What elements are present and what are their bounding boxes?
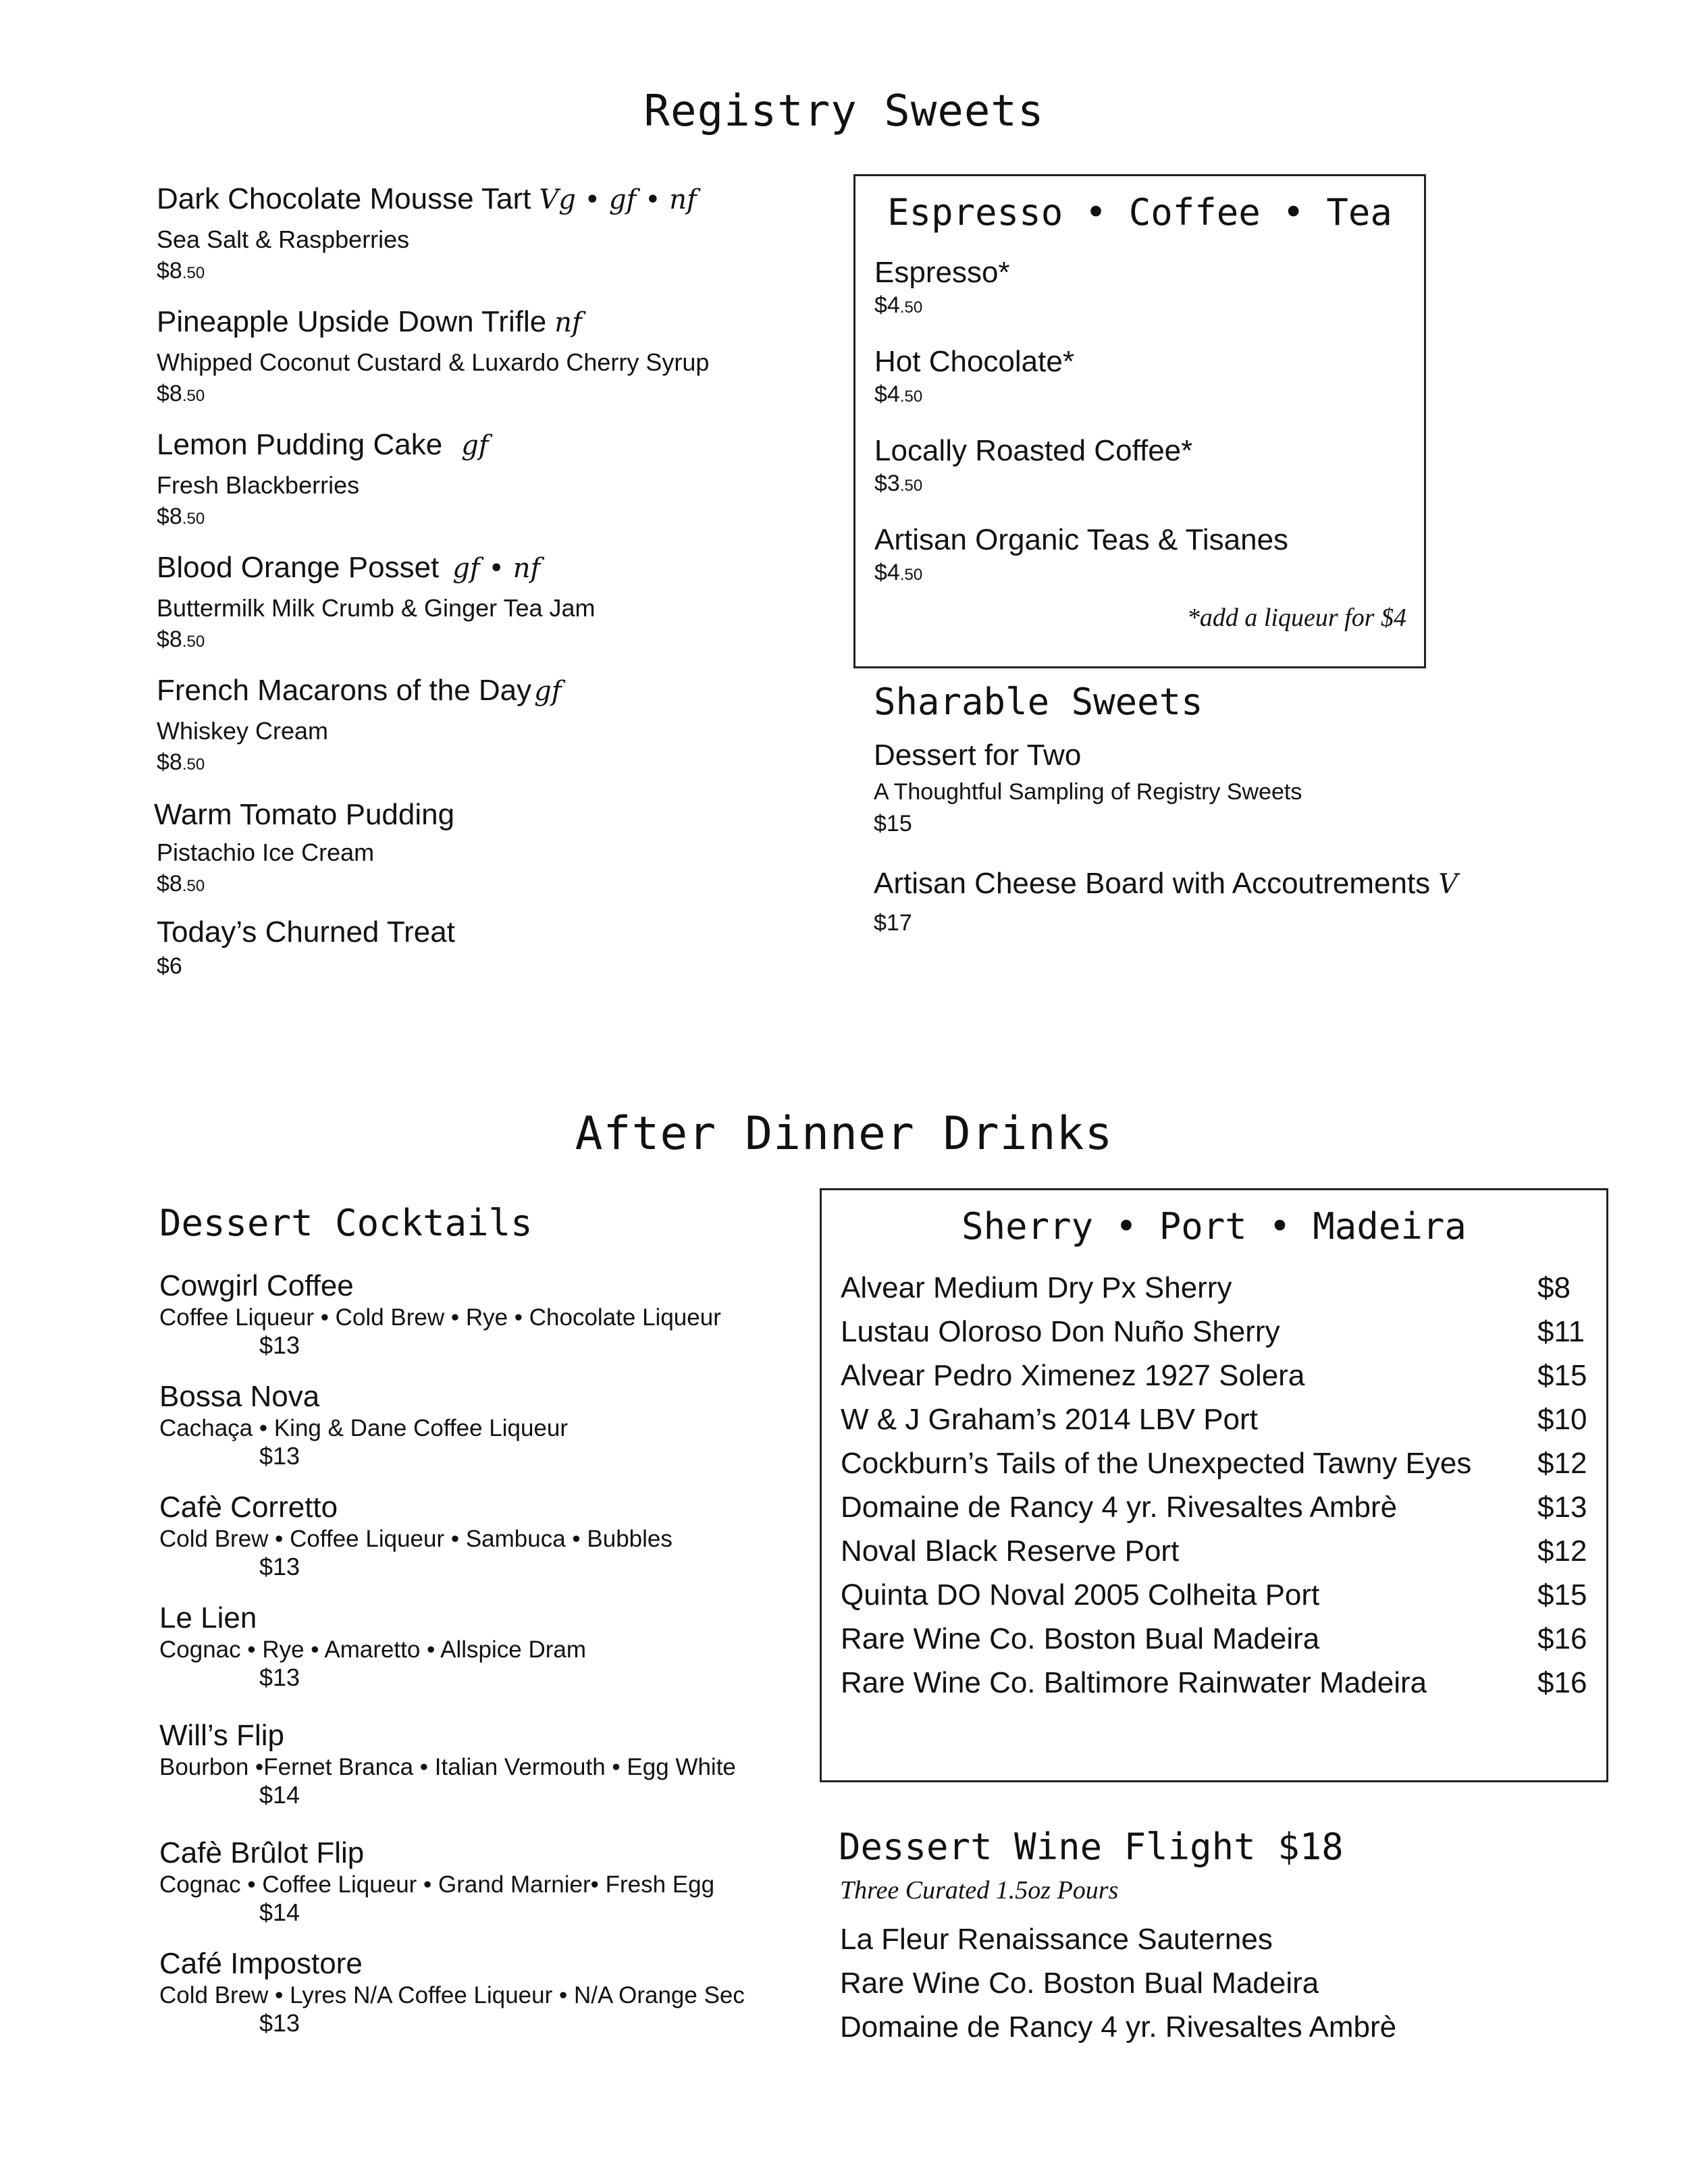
item-name: Espresso* — [874, 256, 1010, 289]
cocktail-cafe-impostore — [159, 1947, 745, 2037]
hot-chocolate-item — [874, 345, 1074, 408]
item-price: $4.50 — [874, 381, 923, 407]
sherry-name: Domaine de Rancy 4 yr. Rivesaltes Ambrè — [841, 1491, 1398, 1524]
sherry-name: W & J Graham’s 2014 LBV Port — [841, 1403, 1258, 1436]
sherry-name: Alvear Medium Dry Px Sherry — [841, 1271, 1232, 1304]
sherry-price: $8 — [1537, 1271, 1571, 1304]
item-name: Pineapple Upside Down Trifle — [157, 305, 547, 338]
sherry-price: $16 — [1537, 1622, 1587, 1655]
sherry-row — [841, 1666, 1590, 1710]
cocktail-price: $13 — [259, 1553, 300, 1580]
sharable-item-cheese-board — [874, 867, 1458, 936]
sherry-price: $13 — [1537, 1491, 1587, 1524]
cocktail-desc: Cognac • Rye • Amaretto • Allspice Dram — [159, 1636, 586, 1663]
cocktail-price: $13 — [259, 1442, 300, 1470]
item-price: $4.50 — [874, 292, 923, 318]
sherry-list — [841, 1271, 1590, 1710]
sherry-name: Lustau Oloroso Don Nuño Sherry — [841, 1315, 1280, 1348]
item-price: $6 — [157, 953, 182, 979]
sweets-item-pineapple — [157, 305, 709, 407]
sharable-item-dessert-for-two — [874, 739, 1302, 837]
sherry-row — [841, 1359, 1590, 1403]
item-price: $8.50 — [157, 381, 205, 406]
sherry-price: $16 — [1537, 1666, 1587, 1699]
sherry-name: Rare Wine Co. Baltimore Rainwater Madeira — [841, 1666, 1427, 1699]
sweets-item-lemon — [157, 428, 489, 530]
cocktail-desc: Cognac • Coffee Liqueur • Grand Marnier• Fresh Egg — [159, 1871, 715, 1898]
registry-sweets-title: Registry Sweets — [643, 86, 1045, 136]
cocktail-name: Cafè Brûlot Flip — [159, 1836, 365, 1869]
diet-tag: gf — [534, 676, 562, 707]
sherry-row — [841, 1315, 1590, 1359]
cocktail-name: Le Lien — [159, 1601, 257, 1634]
after-dinner-drinks-title: After Dinner Drinks — [575, 1107, 1113, 1161]
item-name: French Macarons of the Day — [157, 674, 532, 707]
diet-tag: gf • nf — [452, 553, 541, 584]
diet-tag: V — [1438, 869, 1458, 900]
item-name: Dessert for Two — [874, 739, 1082, 772]
sweets-item-blood-orange — [157, 551, 596, 653]
cocktail-desc: Bourbon •Fernet Branca • Italian Vermouth • Egg White — [159, 1754, 736, 1780]
flight-item: Rare Wine Co. Boston Bual Madeira — [840, 1967, 1319, 2000]
sherry-price: $12 — [1537, 1535, 1587, 1568]
item-price: $8.50 — [157, 627, 205, 652]
sherry-row — [841, 1535, 1590, 1578]
sweets-item-macarons — [157, 674, 562, 776]
sherry-name: Noval Black Reserve Port — [841, 1535, 1180, 1568]
cocktail-cowgirl-coffee — [159, 1269, 721, 1360]
item-desc: Sea Salt & Raspberries — [157, 225, 410, 253]
coffee-item — [874, 434, 1192, 497]
cocktail-name: Bossa Nova — [159, 1380, 320, 1413]
dessert-cocktails-title: Dessert Cocktails — [159, 1202, 533, 1244]
sherry-row — [841, 1578, 1590, 1622]
flight-list — [840, 1923, 1396, 2054]
item-price: $15 — [874, 811, 912, 836]
item-price: $8.50 — [157, 258, 205, 284]
sherry-row — [841, 1622, 1590, 1666]
cocktail-desc: Cold Brew • Lyres N/A Coffee Liqueur • N/A Orange Sec — [159, 1982, 745, 2008]
cocktail-price: $14 — [259, 1781, 300, 1809]
item-desc: Buttermilk Milk Crumb & Ginger Tea Jam — [157, 594, 596, 622]
sherry-port-madeira-box — [820, 1188, 1608, 1782]
cocktail-wills-flip — [159, 1719, 736, 1809]
item-desc: Fresh Blackberries — [157, 471, 360, 499]
dessert-wine-flight-title: Dessert Wine Flight $18 — [839, 1826, 1344, 1868]
item-price: $8.50 — [157, 504, 205, 529]
item-price: $8.50 — [157, 749, 205, 775]
item-name: Warm Tomato Pudding — [154, 798, 455, 831]
flight-item: La Fleur Renaissance Sauternes — [840, 1923, 1273, 1956]
cocktail-price: $13 — [259, 1331, 300, 1359]
sherry-row — [841, 1491, 1590, 1535]
sherry-row — [841, 1447, 1590, 1491]
diet-tag: nf — [554, 307, 582, 338]
sherry-row — [841, 1271, 1590, 1315]
item-name: Artisan Cheese Board with Accoutrements — [874, 867, 1431, 900]
liqueur-note: *add a liqueur for $4 — [1186, 604, 1406, 632]
cocktail-price: $13 — [259, 1663, 300, 1691]
cocktail-name: Cowgirl Coffee — [159, 1269, 354, 1302]
item-price: $8.50 — [157, 871, 205, 897]
espresso-title: Espresso • Coffee • Tea — [887, 191, 1392, 234]
sherry-title: Sherry • Port • Madeira — [961, 1205, 1467, 1248]
flight-item: Domaine de Rancy 4 yr. Rivesaltes Ambrè — [840, 2010, 1397, 2044]
cocktail-desc: Coffee Liqueur • Cold Brew • Rye • Chocolate Liqueur — [159, 1304, 721, 1331]
sherry-price: $10 — [1537, 1403, 1587, 1436]
sherry-name: Rare Wine Co. Boston Bual Madeira — [841, 1622, 1320, 1655]
cocktail-name: Café Impostore — [159, 1947, 363, 1980]
cocktail-name: Cafè Corretto — [159, 1491, 338, 1524]
diet-tag: Vg • gf • nf — [539, 184, 697, 215]
sweets-item-churned-treat — [157, 915, 455, 980]
item-name: Hot Chocolate* — [874, 345, 1074, 378]
item-price: $3.50 — [874, 471, 923, 496]
item-desc: Whiskey Cream — [157, 717, 329, 745]
cocktail-desc: Cold Brew • Coffee Liqueur • Sambuca • Bubbles — [159, 1526, 672, 1552]
item-price: $4.50 — [874, 560, 923, 585]
diet-tag: gf — [461, 430, 489, 461]
sherry-row — [841, 1403, 1590, 1447]
item-name: Lemon Pudding Cake — [157, 428, 443, 461]
cocktail-cafe-corretto — [159, 1491, 672, 1581]
espresso-item — [874, 256, 1010, 319]
sweets-item-dark-chocolate — [157, 182, 697, 284]
cocktail-cafe-brulot-flip — [159, 1836, 714, 1927]
sweets-item-tomato-pudding — [154, 798, 454, 897]
item-name: Artisan Organic Teas & Tisanes — [874, 523, 1289, 556]
teas-item — [874, 523, 1288, 586]
item-name: Dark Chocolate Mousse Tart — [157, 182, 531, 215]
sherry-name: Cockburn’s Tails of the Unexpected Tawny Eyes — [841, 1447, 1472, 1480]
item-desc: Whipped Coconut Custard & Luxardo Cherry Syrup — [157, 348, 710, 376]
sherry-name: Quinta DO Noval 2005 Colheita Port — [841, 1578, 1320, 1612]
sherry-price: $15 — [1537, 1359, 1587, 1392]
cocktail-price: $13 — [259, 2009, 300, 2037]
cocktail-price: $14 — [259, 1898, 300, 1926]
sherry-price: $12 — [1537, 1447, 1587, 1480]
item-desc: Pistachio Ice Cream — [157, 838, 375, 866]
item-desc: A Thoughtful Sampling of Registry Sweets — [874, 779, 1302, 805]
item-price: $17 — [874, 910, 912, 936]
cocktail-bossa-nova — [159, 1380, 568, 1470]
sherry-price: $11 — [1537, 1315, 1585, 1348]
cocktail-desc: Cachaça • King & Dane Coffee Liqueur — [159, 1415, 569, 1441]
sherry-name: Alvear Pedro Ximenez 1927 Solera — [841, 1359, 1305, 1392]
sherry-price: $15 — [1537, 1578, 1587, 1612]
cocktail-name: Will’s Flip — [159, 1719, 284, 1752]
item-name: Blood Orange Posset — [157, 551, 440, 584]
dessert-wine-flight-subtitle: Three Curated 1.5oz Pours — [840, 1876, 1119, 1905]
sharable-sweets-title: Sharable Sweets — [874, 681, 1203, 723]
espresso-box — [853, 174, 1426, 668]
item-name: Locally Roasted Coffee* — [874, 434, 1193, 467]
cocktail-le-lien — [159, 1601, 586, 1692]
item-name: Today’s Churned Treat — [157, 915, 455, 949]
